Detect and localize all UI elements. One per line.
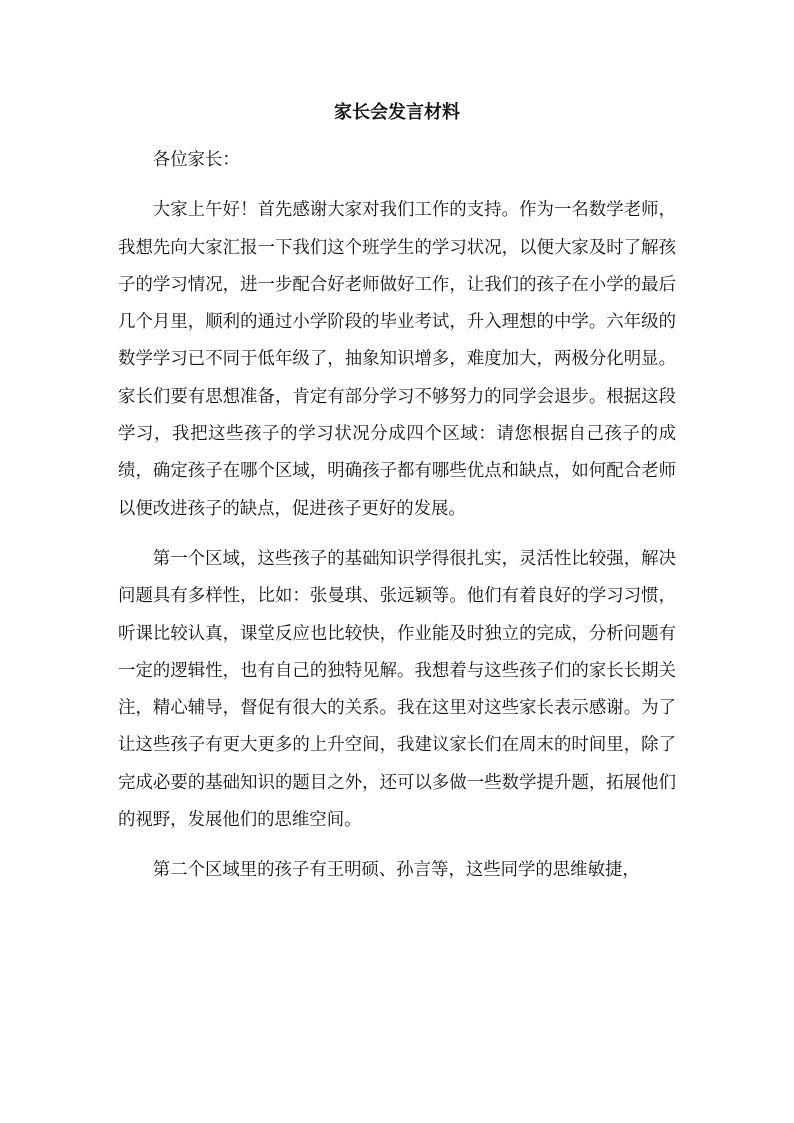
paragraph-region-one: 第一个区域，这些孩子的基础知识学得很扎实，灵活性比较强，解决问题具有多样性，比如：张曼琪、张远颖等。他们有着良好的学习习惯，听课比较认真，课堂反应也比较快，作业能及时独立的完成，分析问题有一定的逻辑性，也有自己的独特见解。我想着与这些孩子们的家长长期关注，精心辅导，督促有很大的关系。我在这里对这些家长表示感谢。为了让这些孩子有更大更多的上升空间，我建议家长们在周末的时间里，除了完成必要的基础知识的题目之外，还可以多做一些数学提升题，拓展他们的视野，发展他们的思维空间。 (118, 548, 676, 831)
paragraph-region-two: 第二个区域里的孩子有王明硕、孙言等，这些同学的思维敏捷， (152, 860, 640, 881)
document-title: 家长会发言材料 (334, 102, 460, 123)
paragraph-gap (118, 839, 676, 852)
salutation: 各位家长： (152, 150, 240, 170)
paragraph-gap (118, 179, 676, 192)
paragraph-gap (118, 528, 676, 541)
paragraph-intro: 大家上午好！首先感谢大家对我们工作的支持。作为一名数学老师，我想先向大家汇报一下我们这个班学生的学习状况，以便大家及时了解孩子的学习情况，进一步配合好老师做好工作，让我们的孩子在小学的最后几个月里，顺利的通过小学阶段的毕业考试，升入理想的中学。六年级的数学学习已不同于低年级了，抽象知识增多，难度加大，两极分化明显。家长们要有思想准备，肯定有部分学习不够努力的同学会退步。根据这段学习，我把这些孩子的学习状况分成四个区域：请您根据自己孩子的成绩，确定孩子在哪个区域，明确孩子都有哪些优点和缺点，如何配合老师以便改进孩子的缺点，促进孩子更好的发展。 (118, 200, 676, 519)
